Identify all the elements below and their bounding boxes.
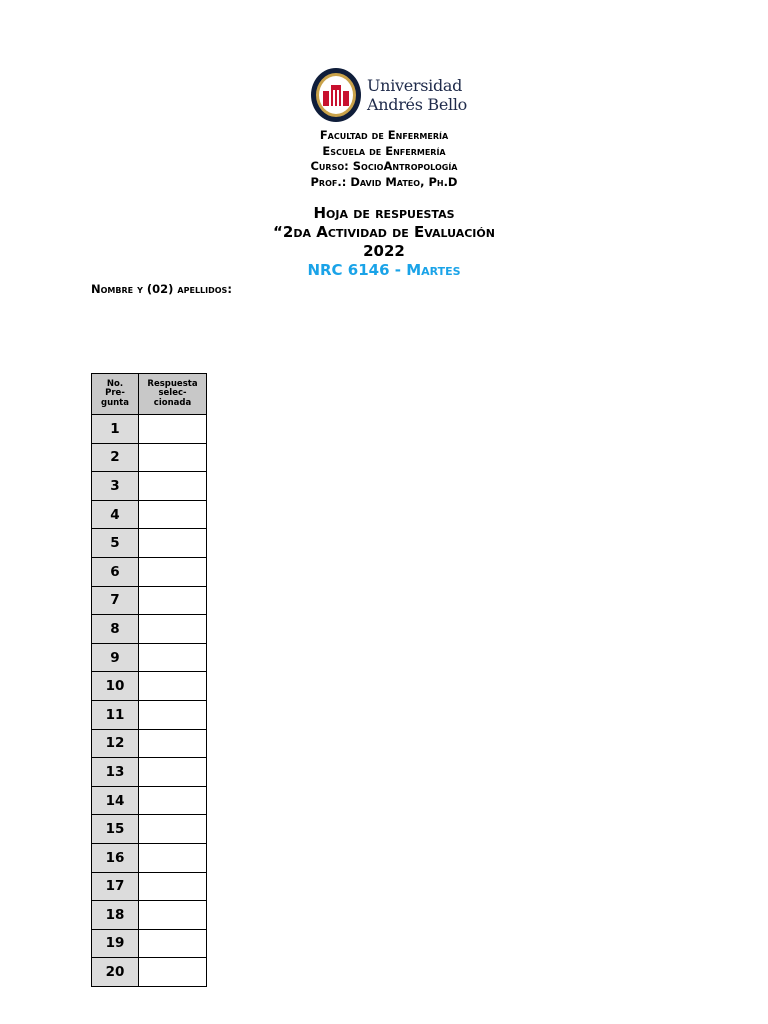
question-number: 13 (92, 758, 139, 787)
question-number: 19 (92, 929, 139, 958)
answer-cell[interactable] (139, 929, 207, 958)
question-number: 10 (92, 672, 139, 701)
nrc-line: NRC 6146 - Martes (307, 261, 461, 279)
table-row (92, 529, 207, 558)
title-year: 2022 (363, 242, 405, 260)
question-number: 17 (92, 872, 139, 901)
question-number: 12 (92, 729, 139, 758)
question-number: 9 (92, 643, 139, 672)
answer-cell[interactable] (139, 815, 207, 844)
question-number: 18 (92, 901, 139, 930)
table-row (92, 615, 207, 644)
question-number: 4 (92, 500, 139, 529)
title-line-1: Hoja de respuestas (313, 204, 455, 222)
table-row (92, 643, 207, 672)
table-row (92, 415, 207, 444)
answer-cell[interactable] (139, 529, 207, 558)
table-row (92, 958, 207, 987)
selected-answer-header: Respuesta selec- cionada (139, 374, 207, 415)
table-row (92, 786, 207, 815)
answer-cell[interactable] (139, 643, 207, 672)
question-number: 15 (92, 815, 139, 844)
table-row (92, 929, 207, 958)
answer-cell[interactable] (139, 872, 207, 901)
document-title (0, 204, 768, 280)
university-crest-icon (309, 66, 363, 124)
answer-cell[interactable] (139, 415, 207, 444)
answer-cell[interactable] (139, 700, 207, 729)
table-row (92, 557, 207, 586)
question-number-header: No. Pre- gunta (92, 374, 139, 415)
answer-cell[interactable] (139, 557, 207, 586)
question-number: 2 (92, 443, 139, 472)
question-number: 8 (92, 615, 139, 644)
answer-cell[interactable] (139, 758, 207, 787)
table-row (92, 815, 207, 844)
answer-cell[interactable] (139, 615, 207, 644)
table-row (92, 901, 207, 930)
question-number: 5 (92, 529, 139, 558)
question-number: 1 (92, 415, 139, 444)
answer-cell[interactable] (139, 443, 207, 472)
answer-cell[interactable] (139, 729, 207, 758)
table-row (92, 472, 207, 501)
question-number: 3 (92, 472, 139, 501)
table-row (92, 729, 207, 758)
question-number: 11 (92, 700, 139, 729)
table-row (92, 700, 207, 729)
question-number: 6 (92, 557, 139, 586)
table-row (92, 500, 207, 529)
question-number: 7 (92, 586, 139, 615)
answer-cell[interactable] (139, 901, 207, 930)
question-number: 14 (92, 786, 139, 815)
question-number: 16 (92, 843, 139, 872)
answer-cell[interactable] (139, 958, 207, 987)
university-logo (309, 66, 469, 124)
logo-wordmark: Universidad Andrés Bello (367, 76, 468, 114)
table-row (92, 672, 207, 701)
answer-cell[interactable] (139, 472, 207, 501)
table-row (92, 443, 207, 472)
school-line: Escuela de Enfermería (322, 143, 446, 158)
answer-cell[interactable] (139, 843, 207, 872)
answer-rows (92, 415, 207, 987)
professor-line: Prof.: David Mateo, Ph.D (310, 174, 458, 189)
table-row (92, 872, 207, 901)
table-row (92, 758, 207, 787)
answer-cell[interactable] (139, 672, 207, 701)
answer-sheet-table (91, 373, 207, 987)
question-number: 20 (92, 958, 139, 987)
title-line-2: “2da Actividad de Evaluación (273, 223, 495, 241)
course-line: Curso: SocioAntropología (310, 159, 458, 173)
faculty-line: Facultad de Enfermería (319, 128, 449, 142)
answer-cell[interactable] (139, 586, 207, 615)
student-name-label: Nombre y (02) apellidos: (91, 282, 232, 296)
answer-cell[interactable] (139, 786, 207, 815)
document-header (0, 128, 768, 190)
table-row (92, 843, 207, 872)
answer-cell[interactable] (139, 500, 207, 529)
table-row (92, 586, 207, 615)
